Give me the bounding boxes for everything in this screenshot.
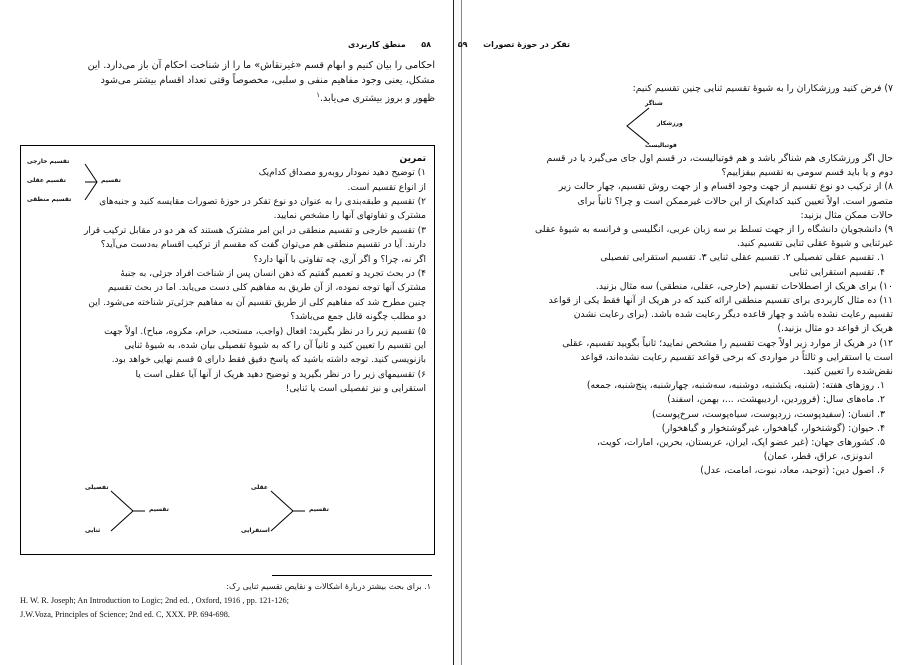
exercise-line: مشترک آنها توجه نموده، از آن طریق به مفاهیم کلی دست می‌یابد. اما در بحث تقسیم [107, 283, 426, 294]
footnote-line: J.W.Voza, Principles of Science; 2nd ed. C, XXX. PP. 694-698. [20, 610, 230, 619]
diagram-branch-label: استقرایی [241, 527, 270, 534]
exercise-line: دو مطلب چگونه قابل جمع می‌باشد؟ [290, 312, 426, 323]
body-line: ۴. تقسیم استقرایی ثنایی [789, 266, 885, 278]
left-page [0, 0, 453, 665]
body-line: ۹) دانشجویان دانشگاه را از جهت تسلط بر سه زبان عربی، انگلیسی و فرانسه به شیوهٔ عقلی [534, 224, 893, 236]
exercise-line: از انواع تقسیم است. [347, 182, 426, 193]
right-page [457, 0, 915, 665]
exercise-title: تمرین [399, 154, 426, 164]
footnote-line: H. W. R. Joseph; An Introduction to Logic; 2nd ed. , Oxford, 1916 , pp. 121-126; [20, 596, 289, 605]
exercise-line: این تقسیم را تعیین کنید و ثانیاً آن را که به شیوهٔ تفصیلی بیان شده، به شیوهٔ ثنایی [124, 341, 426, 352]
diagram-branch-label: تقسیم خارجی [27, 158, 70, 165]
right-page-number: ۵۹ [457, 40, 468, 49]
question-7: ۷) فرض کنید ورزشکاران را به شیوهٔ تقسیم ثنایی چنین تقسیم کنیم: [632, 83, 893, 94]
intro-line: احکامی را بیان کنیم و ابهام قسم «غیرنقاش» ما را از شناخت احکام آن باز می‌دارد. این [87, 60, 435, 71]
body-line: ۱۰) برای هریک از اصطلاحات تقسیم (خارجی، عقلی، منطقی) سه مثال بزنید. [595, 280, 893, 292]
intro-paragraph [20, 58, 435, 106]
body-line: ۵. کشورهای جهان: (غیر عضو اپک، ایران، عربستان، بحرین، امارات، کویت، [597, 437, 885, 449]
diagram-branch-label: شناگر [645, 100, 663, 107]
exercise-top-lines [191, 152, 426, 195]
body-line: تقسیم رعایت نشده باشد و چهار قاعده دیگر رعایت شده باشد. (برای رعایت نشدن [573, 309, 893, 321]
diagram-detailed-binary [71, 481, 191, 541]
body-line: حال اگر ورزشکاری هم شناگر باشد و هم فوتبالیست، در قسم اول جای می‌گیرد یا در قسم [546, 153, 893, 164]
diagram-athletes [597, 100, 717, 152]
exercise-line: ۱) توضیح دهید نمودار روبه‌رو مصداق کدام‌یک [258, 168, 426, 179]
exercise-line: چنین مطرح شد که مفاهیم کلی از طریق تقسیم آن به مفاهیم جزئی‌تر شناخته می‌شود. این [88, 297, 426, 308]
intro-line: مشکل، یعنی وجود مفاهیم منفی و سلبی، مخصوصاً وقتی تعداد اقسام بیشتر می‌شود [100, 75, 435, 86]
left-page-title: منطق کاربردی [347, 40, 406, 49]
diagram-root-label: تقسیم [309, 506, 329, 513]
footnote-ref: ۱ [316, 91, 320, 99]
body-line: هریک از قواعد دو مثال بزنید.) [777, 323, 893, 335]
body-line: ۶. اصول دین: (توحید، معاد، نبوت، امامت، عدل) [700, 465, 885, 477]
body-line: ۱. روزهای هفته: (شنبه، یکشنبه، دوشنبه، سه‌شنبه، چهارشنبه، پنج‌شنبه، جمعه) [586, 380, 885, 392]
diagram-branch-label: تقسیم منطقی [27, 196, 72, 203]
diagram-branch-label: فوتبالیست [645, 142, 677, 149]
exercise-lines [28, 195, 426, 397]
intro-line [20, 88, 435, 106]
exercise-line: مشترک و تفاوتهای آنها را مشخص نمایید. [273, 211, 426, 222]
exercise-line: اگر نه، چرا؟ و اگر آری، چه تفاوتی با آنها دارد؟ [253, 254, 426, 265]
exercise-line: ۳) تقسیم خارجی و تقسیم منطقی در این امر مشترک هستند که هر دو در مقابل ترکیب قرار [83, 225, 426, 236]
body-line: نقض‌شده را تعیین کنید. [803, 366, 893, 378]
diagram-branch-label: عقلی [251, 484, 268, 491]
body-line: ۴. حیوان: (گوشتخوار، گیاهخوار، غیرگوشتخوار و گیاهخوار) [661, 422, 885, 434]
body-line: است یا استقرایی و ثالثاً در مواردی که برخی قواعد تقسیم رعایت نشده‌اند، قواعد [580, 351, 893, 363]
exercise-line: بازنویسی کنید. توجه داشته باشید که پاسخ دقیق فقط دارای ۵ قسم نهایی خواهد بود. [111, 355, 426, 366]
exercise-line: استقرایی و نیز تفصیلی است یا ثنایی! [285, 384, 426, 395]
intro-line-text: ظهور و بروز بیشتری می‌یابد. [319, 93, 435, 105]
right-body [488, 152, 893, 479]
diagram-root-label: ورزشکار [657, 120, 683, 127]
body-line: ۸) از ترکیب دو نوع تقسیم از جهت وجود اقسام و از جهت روش تقسیم، چهار حالت زیر [558, 181, 893, 193]
exercise-line: ۴) در بحث تجرید و تعمیم گفتیم که ذهن انسان پس از شناخت افراد جزئی، به جنبهٔ [120, 269, 426, 280]
exercise-line: ۵) تقسیم زیر را در نظر بگیرید: افعال (واجب، مستحب، حرام، مکروه، مباح). اولاً جهت [104, 326, 426, 337]
body-line: دوم و یا باید قسم سومی به تقسیم بیفزاییم؟ [721, 167, 893, 179]
body-line: ۳. انسان: (سفیدپوست، زردپوست، سیاه‌پوست، سرخ‌پوست) [652, 408, 885, 420]
left-page-header [348, 40, 431, 49]
footnote-line: ۱. برای بحث بیشتر دربارهٔ اشکالات و نقایص تقسیم ثنایی رک: [226, 582, 431, 591]
left-page-number: ۵۸ [421, 40, 431, 49]
right-page-header [458, 40, 570, 49]
body-line: غیرثنایی و شیوهٔ عقلی ثنایی تقسیم کنید. [737, 238, 893, 250]
body-line: متصور است. اولاً تعیین کنید کدام‌یک از این حالات غیرممکن است و چرا؟ ثانیاً برای [577, 195, 893, 207]
book-spine [453, 0, 462, 665]
body-line: حالات ممکن مثال بزنید: [800, 209, 893, 221]
diagram-root-label: تقسیم [149, 506, 169, 513]
body-line: ۱. تقسیم عقلی تفصیلی ۲. تقسیم عقلی ثنایی ۳. تقسیم استقرایی تفصیلی [600, 252, 885, 264]
exercise-line: ۲) تقسیم و طبقه‌بندی را به عنوان دو نوع تفکر در حوزهٔ تصورات مقایسه کنید و جنبه‌های [99, 197, 426, 207]
exercise-line: ۶) تقسیمهای زیر را در نظر بگیرید و توضیح دهید هریک از آنها آیا عقلی است یا [135, 369, 426, 380]
body-line: ۲. ماه‌های سال: (فروردین، اردیبهشت، ...، بهمن، اسفند) [667, 394, 885, 406]
diagram-branch-label: تفصیلی [85, 484, 109, 491]
body-line: ۱۱) ده مثال کاربردی برای تقسیم منطقی ارائه کنید که در هریک از آنها فقط یکی از قواعد [548, 295, 893, 307]
diagram-rational-inductive [231, 481, 351, 541]
exercise-line: دارند. آیا در تقسیم منطقی هم می‌توان گفت که مقسم از ترکیب اقسام به‌دست می‌آید؟ [100, 240, 426, 251]
body-line: ۱۲) در هریک از موارد زیر اولاً جهت تقسیم را مشخص نمایید؛ ثانیاً بگویید تقسیم، عقلی [562, 337, 893, 349]
exercise-box [20, 145, 435, 555]
footnote-rule [272, 575, 432, 576]
diagram-root-label: تقسیم [101, 177, 121, 184]
diagram-branch-label: ثنایی [85, 527, 101, 534]
body-line: اندونزی، عراق، قطر، عمان) [763, 451, 873, 463]
diagram-branch-label: تقسیم عقلی [27, 177, 66, 184]
right-page-title: تفکر در حوزهٔ تصورات [483, 40, 570, 49]
